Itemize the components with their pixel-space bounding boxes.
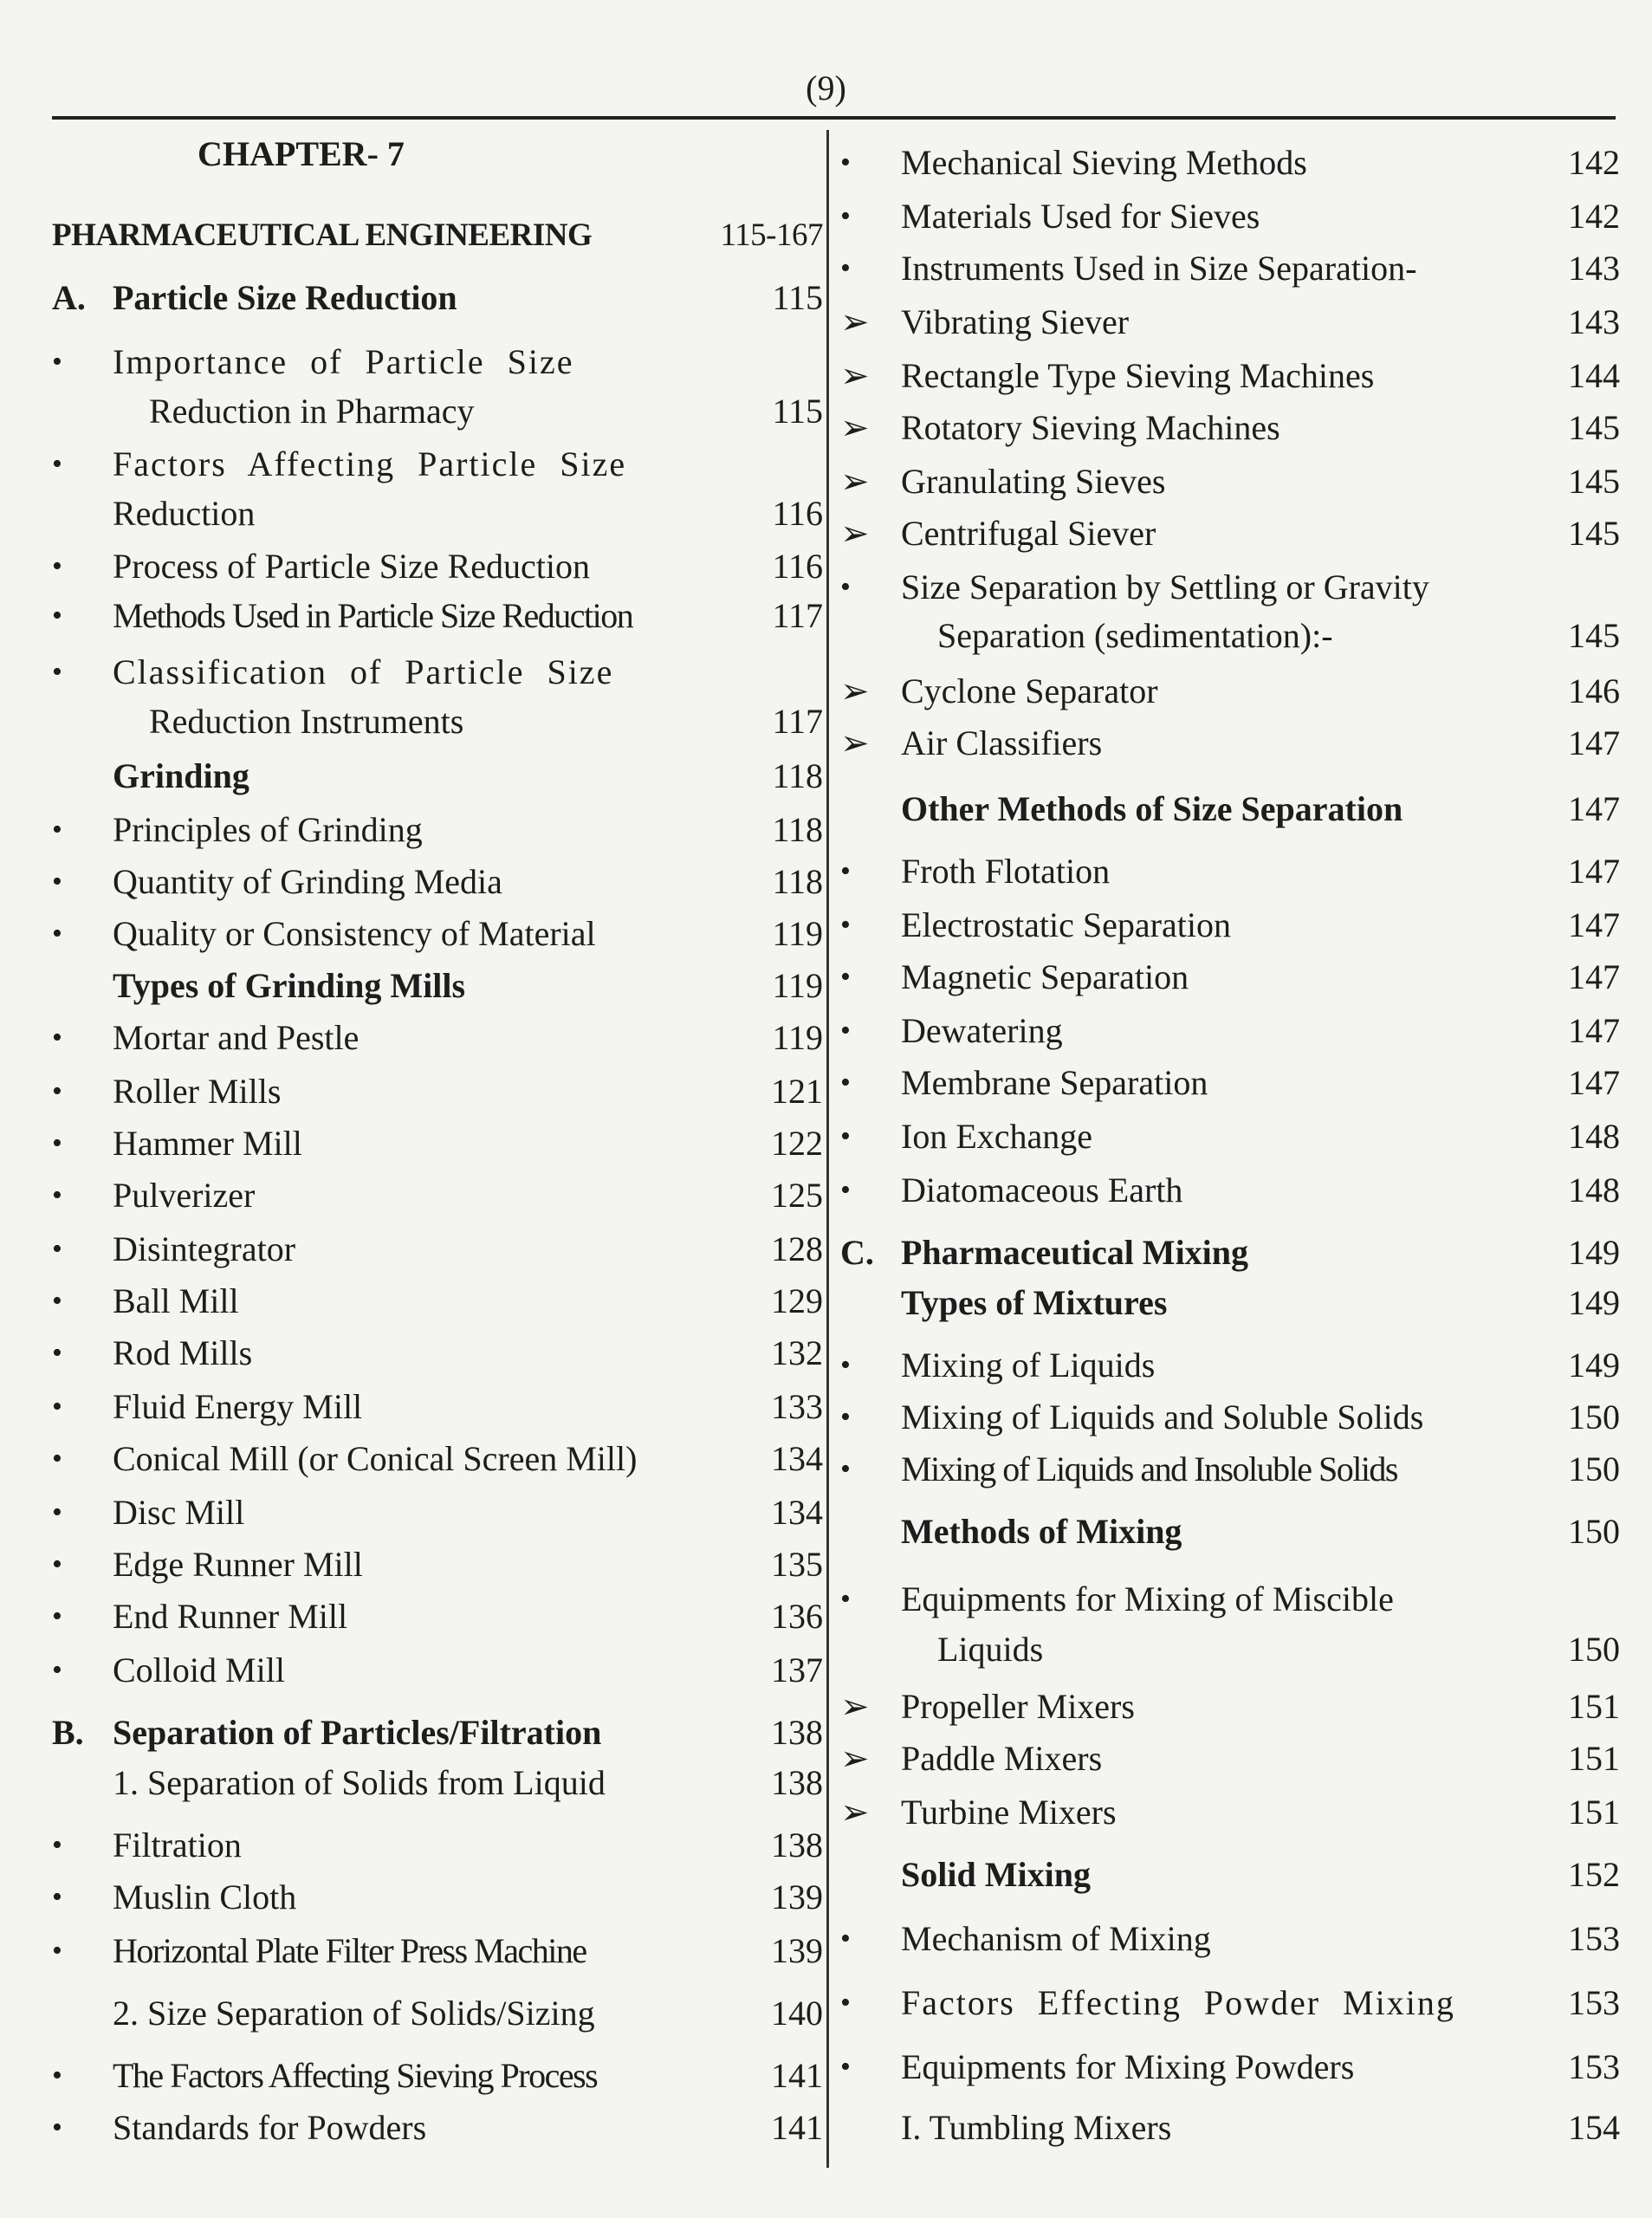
- toc-page-number: 145: [1568, 616, 1620, 655]
- toc-page-number: 149: [1568, 1346, 1620, 1385]
- toc-page-number: 121: [771, 1072, 823, 1111]
- toc-entry-text: Mortar and Pestle: [113, 1018, 360, 1057]
- toc-page-number: 147: [1568, 723, 1620, 762]
- bullet-icon: •: [52, 346, 62, 378]
- bullet-icon: •: [52, 1443, 62, 1475]
- toc-entry-text: Mixing of Liquids: [901, 1346, 1156, 1385]
- toc-page-number: 129: [771, 1281, 823, 1320]
- toc-page-number: 132: [771, 1333, 823, 1372]
- toc-entry-text: Paddle Mixers: [901, 1739, 1103, 1778]
- toc-entry-text: Standards for Powders: [113, 2108, 427, 2147]
- bullet-icon: •: [840, 1987, 851, 2019]
- toc-page-number: 125: [771, 1176, 823, 1215]
- toc-page-number: 150: [1568, 1398, 1620, 1437]
- toc-entry-text: Rod Mills: [113, 1333, 253, 1372]
- toc-entry-text: Mechanical Sieving Methods: [901, 143, 1307, 182]
- bullet-icon: •: [52, 1654, 62, 1686]
- toc-entry-text: Diatomaceous Earth: [901, 1171, 1183, 1210]
- toc-entry-text: Factors Affecting Particle Size: [113, 444, 627, 483]
- toc-page-number: 151: [1568, 1687, 1620, 1726]
- toc-page-number: 151: [1568, 1739, 1620, 1778]
- toc-page-number: 148: [1568, 1171, 1620, 1210]
- toc-page-number: 138: [771, 1763, 823, 1802]
- toc-entry-text: Roller Mills: [113, 1072, 282, 1111]
- bullet-icon: •: [52, 1829, 62, 1861]
- bullet-icon: •: [52, 1179, 62, 1211]
- toc-page-number: 142: [1568, 197, 1620, 236]
- toc-entry-text: Separation (sedimentation):-: [937, 616, 1333, 655]
- toc-entry-text: Reduction: [113, 494, 256, 533]
- toc-page-number: 153: [1568, 2047, 1620, 2086]
- arrow-bullet-icon: ➢: [840, 408, 870, 447]
- toc-page-number: 137: [771, 1651, 823, 1689]
- toc-page-number: 147: [1568, 905, 1620, 944]
- toc-entry-text: Importance of Particle Size: [113, 342, 574, 381]
- toc-entry-text: Cyclone Separator: [901, 671, 1158, 710]
- toc-heading: Pharmaceutical Mixing: [901, 1233, 1249, 1272]
- toc-page-number: 150: [1568, 1630, 1620, 1669]
- toc-heading: Types of Grinding Mills: [113, 966, 466, 1005]
- toc-page-number: 150: [1568, 1449, 1620, 1488]
- toc-page-number: 153: [1568, 1983, 1620, 2022]
- toc-entry-text: Mechanism of Mixing: [901, 1919, 1211, 1958]
- bullet-icon: •: [52, 918, 62, 950]
- toc-page-number: 143: [1568, 249, 1620, 288]
- bullet-icon: •: [840, 2051, 851, 2083]
- bullet-icon: •: [840, 146, 851, 178]
- toc-entry-text: Turbine Mixers: [901, 1793, 1117, 1832]
- toc-page-number: 139: [771, 1878, 823, 1916]
- arrow-bullet-icon: ➢: [840, 723, 870, 762]
- bullet-icon: •: [840, 855, 851, 887]
- toc-entry-text: Membrane Separation: [901, 1063, 1208, 1102]
- toc-page-number: 140: [771, 1994, 823, 2033]
- bullet-icon: •: [52, 600, 62, 632]
- bullet-icon: •: [840, 961, 851, 993]
- toc-entry-text: Quantity of Grinding Media: [113, 862, 502, 901]
- arrow-bullet-icon: ➢: [840, 1793, 870, 1832]
- section-letter: A.: [52, 278, 86, 317]
- toc-page-number: 134: [771, 1493, 823, 1532]
- toc-page-number: 150: [1568, 1512, 1620, 1551]
- toc-entry-text: Fluid Energy Mill: [113, 1387, 363, 1426]
- toc-page-number: 119: [772, 914, 823, 953]
- toc-page-number: 147: [1568, 1063, 1620, 1102]
- toc-heading: Methods of Mixing: [901, 1512, 1182, 1551]
- toc-entry-text: Froth Flotation: [901, 852, 1111, 891]
- toc-page-number: 135: [771, 1545, 823, 1584]
- toc-page-number: 147: [1568, 789, 1620, 828]
- toc-entry-text: 2. Size Separation of Solids/Sizing: [113, 1994, 595, 2033]
- toc-page-number: 118: [772, 756, 823, 795]
- toc-heading: Grinding: [113, 756, 249, 795]
- toc-entry-text: Instruments Used in Size Separation-: [901, 249, 1417, 288]
- toc-page-number: 133: [771, 1387, 823, 1426]
- toc-page-number: 139: [771, 1931, 823, 1970]
- bullet-icon: •: [52, 1127, 62, 1159]
- bullet-icon: •: [840, 1349, 851, 1381]
- toc-heading: Separation of Particles/Filtration: [113, 1713, 602, 1752]
- toc-page-number: 134: [771, 1439, 823, 1478]
- toc-page-number: 141: [771, 2108, 823, 2147]
- bullet-icon: •: [840, 252, 851, 284]
- bullet-icon: •: [52, 866, 62, 898]
- arrow-bullet-icon: ➢: [840, 1739, 870, 1778]
- toc-page-number: 118: [772, 810, 823, 849]
- bullet-icon: •: [52, 1881, 62, 1913]
- chapter-title: PHARMACEUTICAL ENGINEERING: [52, 217, 593, 253]
- bullet-icon: •: [52, 550, 62, 582]
- arrow-bullet-icon: ➢: [840, 1687, 870, 1726]
- toc-entry-text: Centrifugal Siever: [901, 514, 1156, 553]
- toc-entry-text: Pulverizer: [113, 1176, 256, 1215]
- bullet-icon: •: [52, 448, 62, 480]
- toc-entry-text: 1. Separation of Solids from Liquid: [113, 1763, 606, 1802]
- toc-entry-text: Filtration: [113, 1826, 242, 1865]
- toc-page-number: 153: [1568, 1919, 1620, 1958]
- toc-entry-text: Disc Mill: [113, 1493, 245, 1532]
- toc-entry-text: Edge Runner Mill: [113, 1545, 363, 1584]
- bullet-icon: •: [52, 1496, 62, 1528]
- toc-entry-text: Propeller Mixers: [901, 1687, 1135, 1726]
- toc-entry-text: Rotatory Sieving Machines: [901, 408, 1280, 447]
- toc-page-number: 118: [772, 862, 823, 901]
- toc-page-number: 148: [1568, 1117, 1620, 1156]
- toc-page-number: 151: [1568, 1793, 1620, 1832]
- arrow-bullet-icon: ➢: [840, 356, 870, 395]
- toc-page-number: 119: [772, 1018, 823, 1057]
- bullet-icon: •: [52, 1548, 62, 1580]
- toc-entry-text: Principles of Grinding: [113, 810, 423, 849]
- toc-entry-text: End Runner Mill: [113, 1597, 348, 1636]
- toc-page-number: 145: [1568, 408, 1620, 447]
- toc-page-number: 141: [771, 2056, 823, 2095]
- toc-heading: Other Methods of Size Separation: [901, 789, 1403, 828]
- bullet-icon: •: [840, 1015, 851, 1047]
- toc-page-number: 144: [1568, 356, 1620, 395]
- page-number: (9): [806, 68, 846, 107]
- toc-page-number: 154: [1568, 2108, 1620, 2147]
- toc-entry-text: Quality or Consistency of Material: [113, 914, 596, 953]
- toc-entry-text: Equipments for Mixing of Miscible: [901, 1579, 1394, 1618]
- arrow-bullet-icon: ➢: [840, 671, 870, 710]
- toc-entry-text: Magnetic Separation: [901, 957, 1189, 996]
- toc-heading: Types of Mixtures: [901, 1283, 1168, 1322]
- toc-page-number: 142: [1568, 143, 1620, 182]
- arrow-bullet-icon: ➢: [840, 462, 870, 501]
- toc-entry-text: Ion Exchange: [901, 1117, 1093, 1156]
- bullet-icon: •: [840, 909, 851, 941]
- toc-heading: Solid Mixing: [901, 1855, 1091, 1894]
- bullet-icon: •: [52, 1391, 62, 1423]
- toc-entry-text: Horizontal Plate Filter Press Machine: [113, 1931, 586, 1970]
- toc-entry-text: Classification of Particle Size: [113, 652, 614, 691]
- bullet-icon: •: [840, 1174, 851, 1206]
- toc-page-number: 149: [1568, 1283, 1620, 1322]
- toc-entry-text: Reduction in Pharmacy: [149, 392, 475, 431]
- bullet-icon: •: [52, 656, 62, 688]
- toc-page-number: 147: [1568, 1011, 1620, 1050]
- bullet-icon: •: [52, 2111, 62, 2143]
- toc-entry-text: Size Separation by Settling or Gravity: [901, 567, 1429, 606]
- toc-page-number: 138: [771, 1713, 823, 1752]
- bullet-icon: •: [52, 1233, 62, 1265]
- toc-entry-text: Process of Particle Size Reduction: [113, 547, 590, 586]
- section-letter: B.: [52, 1713, 84, 1752]
- bullet-icon: •: [52, 1935, 62, 1967]
- bullet-icon: •: [52, 1285, 62, 1317]
- toc-entry-text: Reduction Instruments: [149, 702, 464, 741]
- bullet-icon: •: [52, 1021, 62, 1054]
- toc-heading: Particle Size Reduction: [113, 278, 457, 317]
- toc-page-number: 152: [1568, 1855, 1620, 1894]
- toc-entry-text: Materials Used for Sieves: [901, 197, 1260, 236]
- toc-page-number: 119: [772, 966, 823, 1005]
- toc-page-number: 145: [1568, 514, 1620, 553]
- toc-entry-text: Mixing of Liquids and Insoluble Solids: [901, 1449, 1397, 1488]
- toc-entry-text: Liquids: [937, 1630, 1044, 1669]
- toc-entry-text: Factors Effecting Powder Mixing: [901, 1983, 1455, 2022]
- toc-page-number: 117: [772, 596, 823, 635]
- bullet-icon: •: [840, 571, 851, 603]
- bullet-icon: •: [52, 2059, 62, 2092]
- bullet-icon: •: [52, 1337, 62, 1369]
- toc-entry-text: I. Tumbling Mixers: [901, 2108, 1172, 2147]
- toc-entry-text: Rectangle Type Sieving Machines: [901, 356, 1375, 395]
- toc-entry-text: Muslin Cloth: [113, 1878, 297, 1916]
- toc-page-number: 143: [1568, 302, 1620, 341]
- arrow-bullet-icon: ➢: [840, 302, 870, 341]
- toc-page-number: 147: [1568, 957, 1620, 996]
- bullet-icon: •: [840, 1401, 851, 1433]
- bullet-icon: •: [840, 1923, 851, 1955]
- toc-page-number: 146: [1568, 671, 1620, 710]
- toc-page-number: 122: [771, 1124, 823, 1163]
- bullet-icon: •: [52, 1600, 62, 1632]
- toc-page-number: 147: [1568, 852, 1620, 891]
- toc-entry-text: Ball Mill: [113, 1281, 239, 1320]
- toc-page-number: 116: [772, 547, 823, 586]
- bullet-icon: •: [840, 1453, 851, 1485]
- toc-page-number: 128: [771, 1229, 823, 1268]
- toc-entry-text: Conical Mill (or Conical Screen Mill): [113, 1439, 638, 1478]
- toc-page-number: 115: [772, 392, 823, 431]
- bullet-icon: •: [840, 1120, 851, 1152]
- toc-page-number: 145: [1568, 462, 1620, 501]
- column-divider: [826, 130, 829, 2168]
- bullet-icon: •: [840, 200, 851, 232]
- toc-entry-text: Colloid Mill: [113, 1651, 285, 1689]
- bullet-icon: •: [52, 1075, 62, 1107]
- toc-entry-text: Air Classifiers: [901, 723, 1103, 762]
- toc-page-number: 116: [772, 494, 823, 533]
- toc-page-number: 136: [771, 1597, 823, 1636]
- section-letter: C.: [840, 1233, 874, 1272]
- toc-entry-text: Granulating Sieves: [901, 462, 1166, 501]
- toc-page-number: 149: [1568, 1233, 1620, 1272]
- header-rule: [52, 116, 1616, 120]
- chapter-label: CHAPTER- 7: [198, 134, 405, 173]
- chapter-pages: 115-167: [720, 217, 823, 253]
- toc-entry-text: Vibrating Siever: [901, 302, 1130, 341]
- toc-entry-text: Dewatering: [901, 1011, 1063, 1050]
- toc-entry-text: Methods Used in Particle Size Reduction: [113, 596, 633, 635]
- toc-entry-text: Disintegrator: [113, 1229, 296, 1268]
- toc-entry-text: Mixing of Liquids and Soluble Solids: [901, 1398, 1424, 1437]
- toc-page-number: 117: [772, 702, 823, 741]
- bullet-icon: •: [840, 1067, 851, 1099]
- toc-entry-text: The Factors Affecting Sieving Process: [113, 2056, 598, 2095]
- toc-entry-text: Equipments for Mixing Powders: [901, 2047, 1355, 2086]
- arrow-bullet-icon: ➢: [840, 514, 870, 553]
- bullet-icon: •: [840, 1583, 851, 1615]
- toc-page-number: 115: [772, 278, 823, 317]
- bullet-icon: •: [52, 814, 62, 846]
- toc-page-number: 138: [771, 1826, 823, 1865]
- toc-entry-text: Electrostatic Separation: [901, 905, 1231, 944]
- toc-entry-text: Hammer Mill: [113, 1124, 302, 1163]
